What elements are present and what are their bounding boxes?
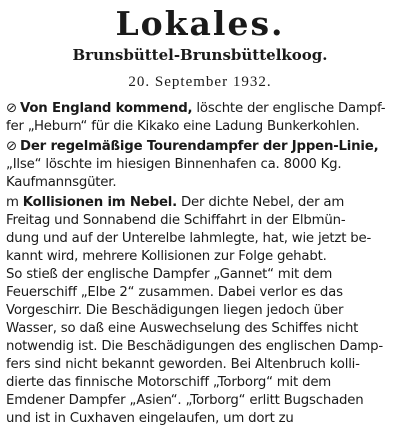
article-line: [6, 117, 394, 137]
location-subheading: Brunsbüttel-Brunsbüttelkoog.: [72, 46, 328, 64]
dateline: 20. September 1932.: [128, 74, 272, 90]
article-line: [6, 193, 394, 213]
line-text: Vorgeschirr. Die Beschädigungen liegen jedoch über: [6, 303, 344, 318]
line-text: So stieß der englische Dampfer „Gannet“ mit dem: [6, 267, 333, 282]
article-line: [6, 283, 394, 303]
lead-phrase: Der regelmäßige Tourendampfer der Jppen-Linie,: [20, 139, 379, 154]
article-line: [6, 373, 394, 393]
line-text: dung und auf der Unterelbe lahmlegte, hat, wie jetzt be-: [6, 231, 372, 246]
lead-phrase: Kollisionen im Nebel.: [22, 195, 177, 210]
line-text: notwendig ist. Die Beschädigungen des englischen Damp-: [6, 339, 384, 354]
article-line: [6, 137, 394, 157]
bullet-icon: ⊘: [6, 101, 17, 116]
line-text: Feuerschiff „Elbe 2“ zusammen. Dabei verlor es das: [6, 285, 343, 300]
line-text: fer „Heburn“ für die Kikako eine Ladung Bunkerkohlen.: [6, 119, 360, 134]
line-text: Der dichte Nebel, der am: [176, 195, 345, 210]
article-line: [6, 265, 394, 285]
line-text: und ist in Cuxhaven eingelaufen, um dort zu: [6, 411, 294, 426]
article-line: [6, 355, 394, 375]
bullet-icon: ⊘: [6, 139, 17, 154]
line-text: Kaufmannsgüter.: [6, 175, 117, 190]
article-line: [6, 247, 394, 267]
line-prefix: m: [6, 195, 23, 210]
line-text: „Ilse“ löschte im hiesigen Binnenhafen ca. 8000 Kg.: [6, 157, 342, 172]
article-line: [6, 337, 394, 357]
article-line: [6, 391, 394, 411]
line-text: Emdener Dampfer „Asien“. „Torborg“ erlitt Bugschaden: [6, 393, 364, 408]
article-line: [6, 211, 394, 231]
line-text: Freitag und Sonnabend die Schiffahrt in der Elbmün-: [6, 213, 346, 228]
article-line: [6, 99, 394, 119]
article-line: [6, 173, 394, 193]
lead-phrase: Von England kommend,: [20, 101, 193, 116]
line-text: fers sind nicht bekannt geworden. Bei Altenbruch kolli-: [6, 357, 360, 372]
article-line: [6, 301, 394, 321]
article-line: [6, 409, 394, 429]
article-line: [6, 155, 394, 175]
article-line: [6, 319, 394, 339]
article-line: [6, 229, 394, 249]
line-text: Wasser, so daß eine Auswechselung des Schiffes nicht: [6, 321, 359, 336]
line-text: löschte der englische Dampf-: [192, 101, 386, 116]
line-text: dierte das finnische Motorschiff „Torborg“ mit dem: [6, 375, 332, 390]
line-text: kannt wird, mehrere Kollisionen zur Folge gehabt.: [6, 249, 327, 264]
section-heading: Lokales.: [115, 4, 285, 43]
